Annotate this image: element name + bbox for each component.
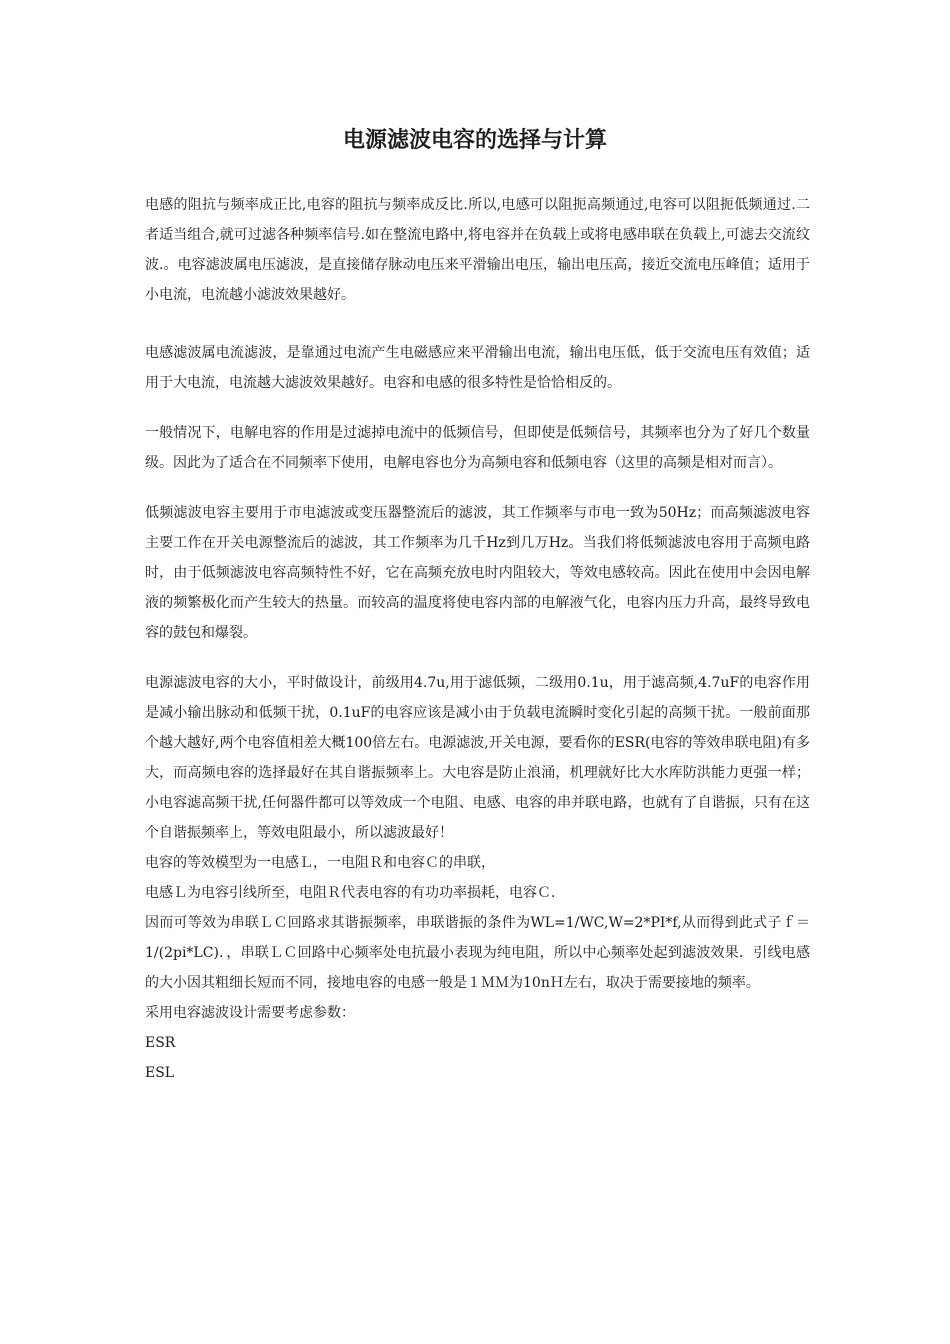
parameter-esl: ESL [145,1065,175,1081]
document-title: 电源滤波电容的选择与计算 [342,127,607,153]
paragraph-parameters-intro: 采用电容滤波设计需要考虑参数： [145,1005,355,1021]
paragraph-equivalent-model: 电容的等效模型为一电感Ｌ，一电阻Ｒ和电容Ｃ的串联， [145,855,495,871]
paragraph-electrolytic: 一般情况下，电解电容的作用是过滤掉电流中的低频信号，但即使是低频信号，其频率也分为了好几个数量级。因此为了适合在不同频率下使用，电解电容也分为高频电容和低频电容（这里的高频是相对而言）。 [145,425,810,471]
parameter-esr: ESR [145,1035,176,1051]
document-body [145,190,810,1088]
paragraph-resonance: 因而可等效为串联ＬＣ回路求其谐振频率，串联谐振的条件为WL=1/WC,W=2*PI*f,从而得到此式子ｆ＝1/(2pi*LC)．，串联ＬＣ回路中心频率处电抗最小表现为纯电阻，所以中心频率处起到滤波效果．引线电感的大小因其粗细长短而不同，接地电容的电感一般是１ＭＭ为10nＨ左右，取决于需要接地的频率。 [145,915,810,991]
paragraph-inductor-filter: 电感滤波属电流滤波，是靠通过电流产生电磁感应来平滑输出电流，输出电压低，低于交流电压有效值；适用于大电流，电流越大滤波效果越好。电容和电感的很多特性是恰恰相反的。 [145,345,810,391]
paragraph-low-high-frequency: 低频滤波电容主要用于市电滤波或变压器整流后的滤波，其工作频率与市电一致为50Hz；而高频滤波电容主要工作在开关电源整流后的滤波，其工作频率为几千Hz到几万Hz。当我们将低频滤波电容用于高频电路时，由于低频滤波电容高频特性不好，它在高频充放电时内阻较大，等效电感较高。因此在使用中会因电解液的频繁极化而产生较大的热量。而较高的温度将使电容内部的电解液气化，电容内压力升高，最终导致电容的鼓包和爆裂。 [145,505,810,641]
paragraph-inductance-lead: 电感Ｌ为电容引线所至，电阻Ｒ代表电容的有功功率损耗，电容Ｃ． [145,885,565,901]
paragraph-capacitor-size: 电源滤波电容的大小，平时做设计，前级用4.7u,用于滤低频，二级用0.1u，用于滤高频,4.7uF的电容作用是减小输出脉动和低频干扰，0.1uF的电容应该是减小由于负载电流瞬时变化引起的高频干扰。一般前面那个越大越好,两个电容值相差大概100倍左右。电源滤波,开关电源，要看你的ESR(电容的等效串联电阻)有多大，而高频电容的选择最好在其自谐振频率上。大电容是防止浪涌，机理就好比大水库防洪能力更强一样；小电容滤高频干扰,任何器件都可以等效成一个电阻、电感、电容的串并联电路，也就有了自谐振，只有在这个自谐振频率上，等效电阻最小，所以滤波最好！ [145,675,810,841]
paragraph-impedance: 电感的阻抗与频率成正比,电容的阻抗与频率成反比.所以,电感可以阻扼高频通过,电容可以阻扼低频通过.二者适当组合,就可过滤各种频率信号.如在整流电路中,将电容并在负载上或将电感串联在负载上,可滤去交流纹波.。电容滤波属电压滤波，是直接储存脉动电压来平滑输出电压，输出电压高，接近交流电压峰值；适用于小电流，电流越小滤波效果越好。 [145,197,810,303]
